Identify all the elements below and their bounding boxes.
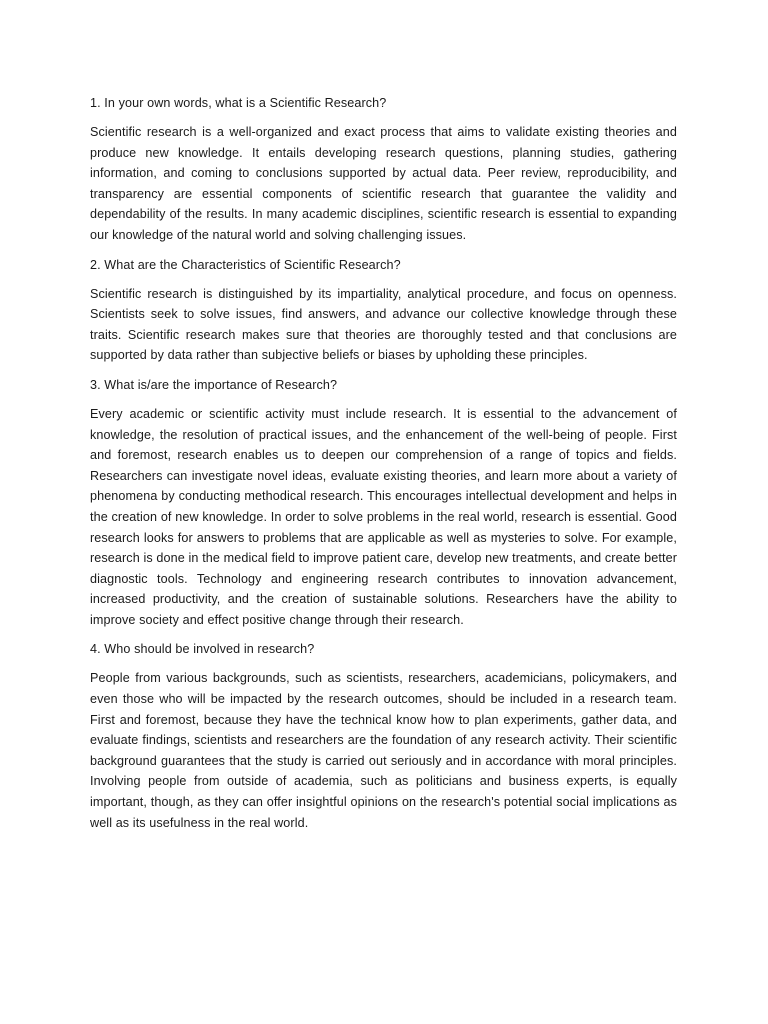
question-heading: 3. What is/are the importance of Research?	[90, 377, 338, 392]
answer-paragraph: Scientific research is a well-organized and exact process that aims to validate existing theories and produce new knowledge. It entails developing research questions, planning studies, gathering information, and coming to conclusions supported by actual data. Peer review, reproducibility, and transparency are essential components of scientific research that guarantee the validity and dependability of the results. In many academic disciplines, scientific research is essential to expanding our knowledge of the natural world and solving challenging issues.	[90, 125, 677, 242]
section-4	[90, 639, 677, 833]
question-heading: 2. What are the Characteristics of Scientific Research?	[90, 257, 401, 272]
section-3	[90, 375, 677, 631]
document-page	[90, 93, 677, 842]
answer-paragraph: People from various backgrounds, such as scientists, researchers, academicians, policymakers, and even those who will be impacted by the research outcomes, should be included in a research team. First and foremost, because they have the technical know how to plan experiments, gather data, and evaluate findings, scientists and researchers are the foundation of any research activity. Their scientific background guarantees that the study is carried out seriously and in accordance with moral principles. Involving people from outside of academia, such as politicians and business experts, is equally important, though, as they can offer insightful opinions on the research's potential social implications as well as its usefulness in the real world.	[90, 671, 677, 830]
section-2	[90, 255, 677, 366]
answer-paragraph: Every academic or scientific activity must include research. It is essential to the advancement of knowledge, the resolution of practical issues, and the enhancement of the well-being of people. First and foremost, research enables us to deepen our comprehension of a range of topics and fields. Researchers can investigate novel ideas, evaluate existing theories, and learn more about a variety of phenomena by conducting methodical research. This encourages intellectual development and helps in the creation of new knowledge. In order to solve problems in the real world, research is essential. Good research looks for answers to problems that are applicable as well as mysteries to solve. For example, research is done in the medical field to improve patient care, develop new treatments, and create better diagnostic tools. Technology and engineering research contributes to innovation advancement, increased productivity, and the creation of sustainable solutions. Researchers have the ability to improve society and effect positive change through their research.	[90, 406, 677, 627]
question-heading: 1. In your own words, what is a Scientific Research?	[90, 96, 387, 110]
section-1	[90, 93, 677, 246]
question-heading: 4. Who should be involved in research?	[90, 642, 315, 657]
answer-paragraph: Scientific research is distinguished by its impartiality, analytical procedure, and focus on openness. Scientists seek to solve issues, find answers, and advance our collective knowledge through these traits. Scientific research makes sure that theories are thoroughly tested and that conclusions are supported by data rather than subjective beliefs or biases by upholding these principles.	[90, 286, 677, 363]
